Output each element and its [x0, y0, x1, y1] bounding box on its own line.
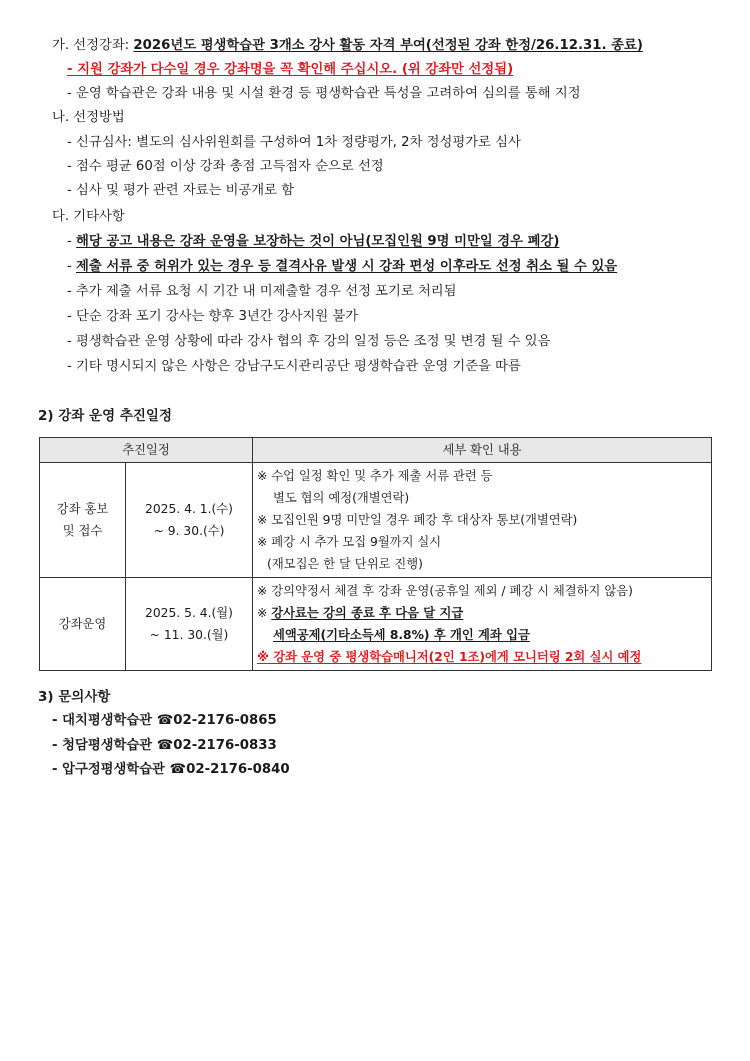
detail-line-tax: 세액공제(기타소득세 8.8%) 후 개인 계좌 입금 — [273, 628, 530, 642]
row-date-line: 2025. 5. 4.(월) — [145, 606, 233, 620]
contact-title: 3) 문의사항 — [38, 689, 111, 705]
section-da-item-2: - 단순 강좌 포기 강사는 향후 3년간 강사지원 불가 — [67, 309, 359, 324]
section-na-item-1: - 신규심사: 별도의 심사위원회를 구성하여 1차 정량평가, 2차 정성평가로 심사 — [67, 135, 521, 150]
section-ga-heading — [52, 37, 643, 55]
row-date-line: ~ 11. 30.(월) — [149, 628, 229, 642]
detail-line-monitoring: ※ 강좌 운영 중 평생학습매니저(2인 1조)에게 모니터링 2회 실시 예정 — [257, 650, 642, 664]
section-da-heading: 다. 기타사항 — [52, 209, 125, 224]
dash: - — [67, 259, 77, 274]
schedule-row-1-details — [253, 463, 712, 578]
row-name-line: 및 접수 — [62, 524, 103, 538]
dash: - — [67, 234, 77, 249]
section-da-item-4: - 기타 명시되지 않은 사항은 강남구도시관리공단 평생학습관 운영 기준을 따름 — [67, 359, 521, 374]
row-name-line: 강좌 홍보 — [56, 502, 109, 516]
section-ga-label: 가. 선정강좌: — [52, 38, 134, 53]
schedule-header-period: 추진일정 — [40, 438, 253, 463]
schedule-row-operation — [40, 578, 712, 671]
contact-item-cheongdam: - 청담평생학습관 ☎02-2176-0833 — [52, 738, 277, 753]
section-ga-note-1: - 지원 강좌가 다수일 경우 강좌명을 꼭 확인해 주십시오. (위 강좌만 선정됨) — [67, 62, 514, 77]
section-da-emphasis-1-text: 해당 공고 내용은 강좌 운영을 보장하는 것이 아님(모집인원 9명 미만일 경우 폐강) — [76, 234, 560, 249]
section-ga-text: 2026년도 평생학습관 3개소 강사 활동 자격 부여(선정된 강좌 한정/26.12.31. 종료) — [133, 38, 643, 53]
note-mark: ※ — [257, 606, 272, 620]
schedule-row-promotion — [40, 463, 712, 578]
contact-item-daechi: - 대치평생학습관 ☎02-2176-0865 — [52, 713, 277, 728]
detail-line: ※ 모집인원 9명 미만일 경우 폐강 후 대상자 통보(개별연락) — [257, 513, 578, 527]
schedule-header-row — [40, 438, 712, 463]
schedule-header-details: 세부 확인 내용 — [253, 438, 712, 463]
section-ga-note-2: - 운영 학습관은 강좌 내용 및 시설 환경 등 평생학습관 특성을 고려하여 심의를 통해 지정 — [67, 86, 581, 101]
section-da-item-3: - 평생학습관 운영 상황에 따라 강사 협의 후 강의 일정 등은 조정 및 변경 될 수 있음 — [67, 334, 551, 349]
section-da-item-1: - 추가 제출 서류 요청 시 기간 내 미제출할 경우 선정 포기로 처리됨 — [67, 284, 457, 299]
schedule-row-1-dates — [126, 463, 253, 578]
fee-text: 강사료는 강의 종료 후 다음 달 지급 — [271, 606, 464, 620]
schedule-row-1-name — [40, 463, 126, 578]
contact-item-apgujeong: - 압구정평생학습관 ☎02-2176-0840 — [52, 762, 290, 777]
detail-line: (재모집은 한 달 단위로 진행) — [267, 557, 423, 571]
detail-line: 별도 협의 예정(개별연락) — [273, 491, 410, 505]
detail-line: ※ 강의약정서 체결 후 강좌 운영(공휴일 제외 / 폐강 시 체결하지 않음) — [257, 584, 633, 598]
row-date-line: ~ 9. 30.(수) — [153, 524, 225, 538]
schedule-row-2-name — [40, 578, 126, 671]
section-da-emphasis-1 — [67, 233, 559, 251]
section-na-item-3: - 심사 및 평가 관련 자료는 비공개로 함 — [67, 183, 295, 198]
detail-line: ※ 수업 일정 확인 및 추가 제출 서류 관련 등 — [257, 469, 493, 483]
section-da-emphasis-2-text: 제출 서류 중 허위가 있는 경우 등 결격사유 발생 시 강좌 편성 이후라도 선정 취소 될 수 있음 — [76, 259, 618, 274]
row-date-line: 2025. 4. 1.(수) — [145, 502, 233, 516]
schedule-row-2-details — [253, 578, 712, 671]
schedule-title: 2) 강좌 운영 추진일정 — [38, 408, 172, 424]
section-da-emphasis-2 — [67, 258, 617, 276]
detail-line-fee — [257, 602, 711, 624]
schedule-table — [39, 437, 712, 671]
schedule-row-2-dates — [126, 578, 253, 671]
section-na-item-2: - 점수 평균 60점 이상 강좌 총점 고득점자 순으로 선정 — [67, 159, 384, 174]
detail-line: ※ 폐강 시 추가 모집 9월까지 실시 — [257, 535, 442, 549]
row-name-line: 강좌운영 — [58, 617, 107, 631]
section-na-heading: 나. 선정방법 — [52, 110, 125, 125]
